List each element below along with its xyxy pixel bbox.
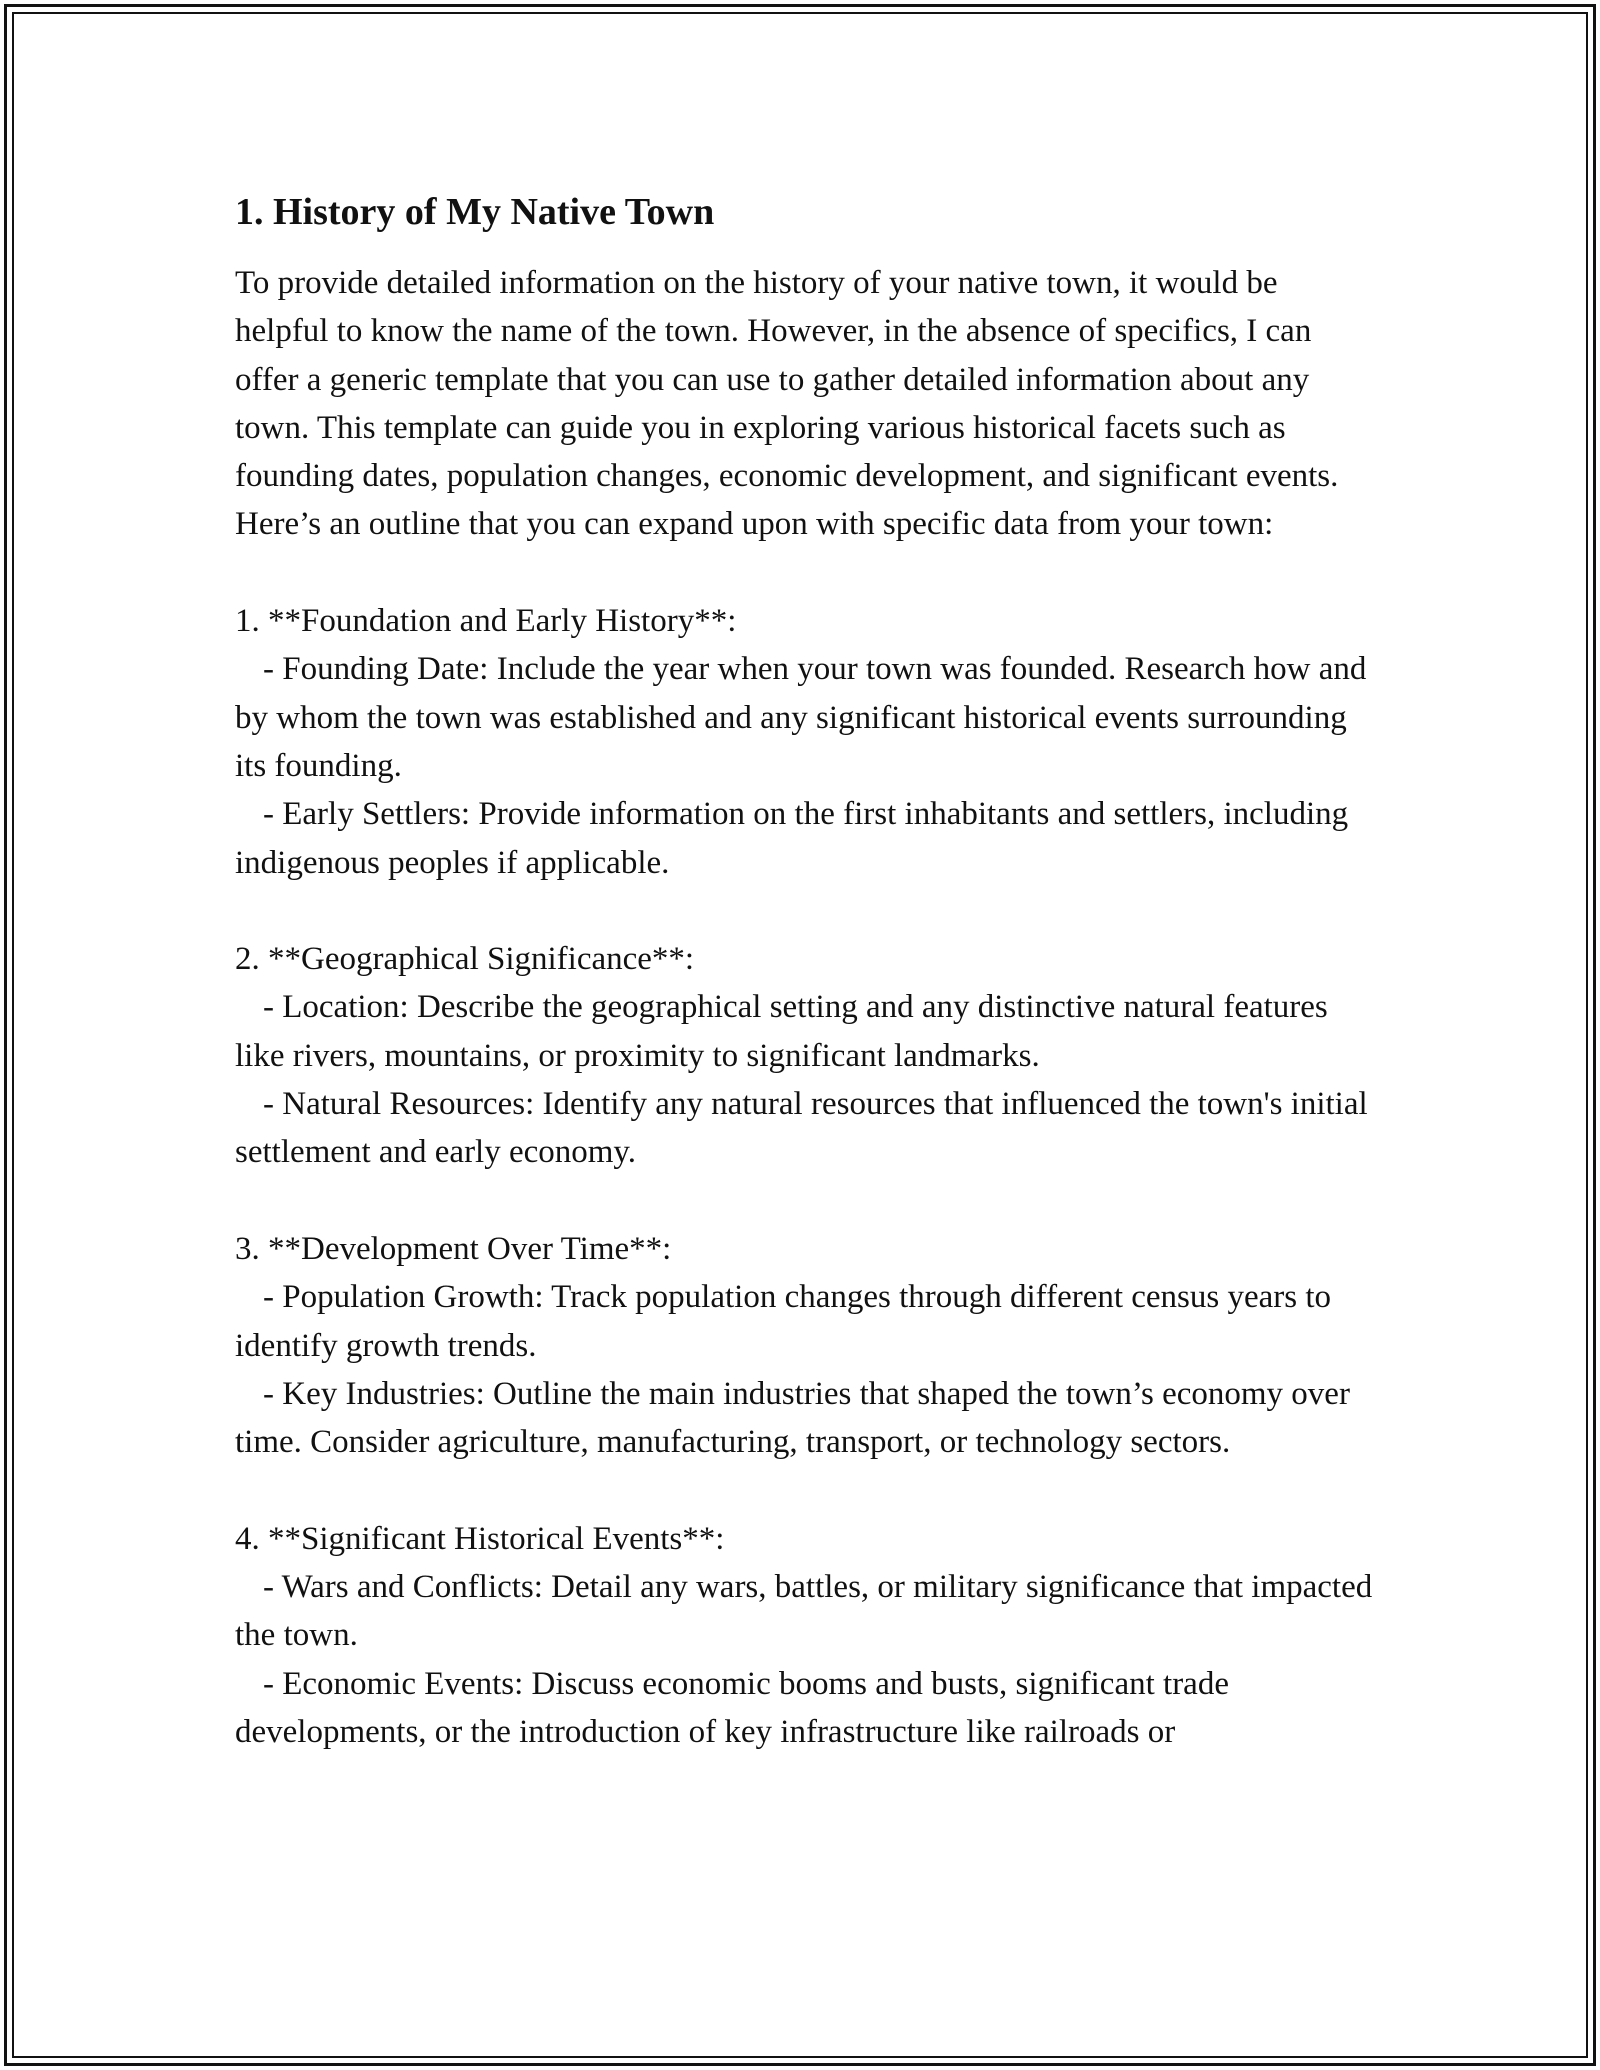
list-item: - Key Industries: Outline the main industries that shaped the town’s economy over time. Consider agriculture, manufacturing, transport, or technology sectors.	[235, 1375, 1350, 1461]
section-events	[235, 1515, 1375, 1756]
section-development	[235, 1225, 1375, 1466]
spacer	[235, 1177, 1375, 1225]
list-item: - Economic Events: Discuss economic booms and busts, significant trade developments, or the introduction of key infrastructure like railroads or	[235, 1665, 1229, 1750]
section-heading: 4. **Significant Historical Events**:	[235, 1520, 725, 1557]
list-item: - Natural Resources: Identify any natural resources that influenced the town's initial settlement and early economy.	[235, 1086, 1368, 1171]
document-body	[235, 188, 1375, 1756]
section-heading: 2. **Geographical Significance**:	[235, 941, 695, 978]
intro-paragraph: To provide detailed information on the history of your native town, it would be helpful to know the name of the town. However, in the absence of specifics, I can offer a generic template that you can use to gather detailed information about any town. This template can guide you in exploring various historical facets such as founding dates, population changes, economic development, and significant events. Here’s an outline that you can expand upon with specific data from your town:	[235, 265, 1339, 543]
document-title: 1. History of My Native Town	[235, 191, 715, 233]
list-item: - Early Settlers: Provide information on the first inhabitants and settlers, including indigenous peoples if applicable.	[235, 796, 1349, 881]
spacer	[235, 549, 1375, 597]
list-item: - Wars and Conflicts: Detail any wars, battles, or military significance that impacted the town.	[235, 1569, 1373, 1654]
section-heading: 3. **Development Over Time**:	[235, 1230, 672, 1267]
list-item: - Location: Describe the geographical setting and any distinctive natural features like rivers, mountains, or proximity to significant landmarks.	[235, 989, 1328, 1074]
spacer	[235, 1466, 1375, 1514]
section-foundation	[235, 597, 1375, 887]
list-item: - Population Growth: Track population changes through different census years to identify growth trends.	[235, 1279, 1332, 1364]
list-item: - Founding Date: Include the year when your town was founded. Research how and by whom the town was established and any significant historical events surrounding its founding.	[235, 651, 1367, 784]
section-geography	[235, 935, 1375, 1176]
section-heading: 1. **Foundation and Early History**:	[235, 603, 737, 640]
spacer	[235, 887, 1375, 935]
